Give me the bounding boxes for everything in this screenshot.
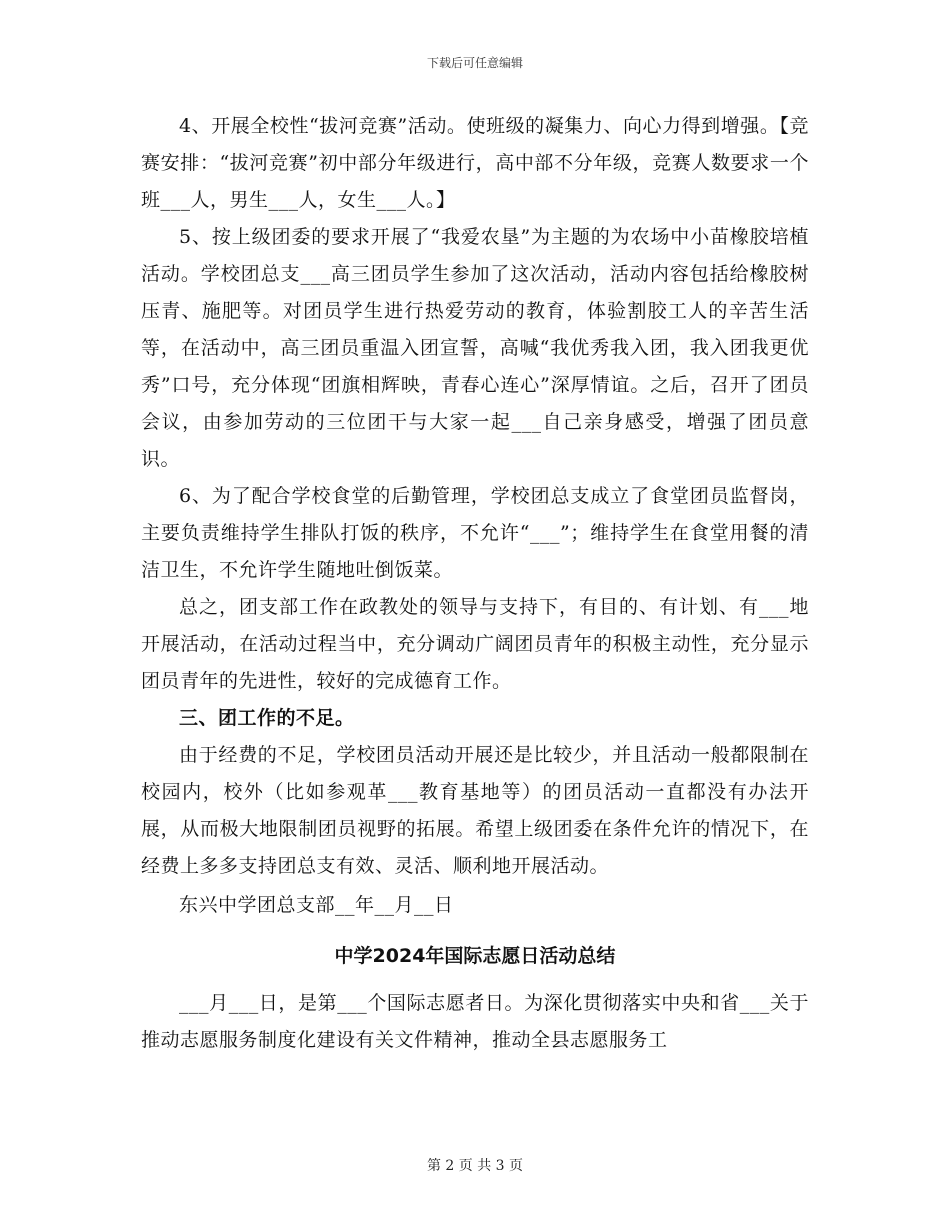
paragraph-summary: 总之，团支部工作在政教处的领导与支持下，有目的、有计划、有___地开展活动，在活动过程当中，充分调动广阔团员青年的积极主动性，充分显示团员青年的先进性，较好的完成德育工作。: [141, 596, 809, 692]
section-heading-shortcomings: 三、团工作的不足。: [179, 707, 355, 729]
paragraph-item-6: 6、为了配合学校食堂的后勤管理，学校团总支成立了食堂团员监督岗，主要负责维持学生排队打饭的秩序，不允许“___”；维持学生在食堂用餐的清洁卫生，不允许学生随地吐倒饭菜。: [141, 485, 809, 581]
paragraph-shortcomings: 由于经费的不足，学校团员活动开展还是比较少，并且活动一般都限制在校园内，校外（比如参观革___教育基地等）的团员活动一直都没有办法开展，从而极大地限制团员视野的拓展。希望上级团委在条件允许的情况下，在经费上多多支持团总支有效、灵活、顺利地开展活动。: [141, 744, 809, 877]
paragraph-item-5: 5、按上级团委的要求开展了“我爱农垦”为主题的为农场中小苗橡胶培植活动。学校团总支___高三团员学生参加了这次活动，活动内容包括给橡胶树压青、施肥等。对团员学生进行热爱劳动的教育，体验割胶工人的辛苦生活等，在活动中，高三团员重温入团宣誓，高喊“我优秀我入团，我入团我更优秀”口号，充分体现“团旗相辉映，青春心连心”深厚情谊。之后，召开了团员会议，由参加劳动的三位团干与大家一起___自己亲身感受，增强了团员意识。: [141, 226, 809, 470]
paragraph-item-4: 4、开展全校性“拔河竞赛”活动。使班级的凝集力、向心力得到增强。【竞赛安排：“拔河竞赛”初中部分年级进行，高中部不分年级，竞赛人数要求一个班___人，男生___人，女生___人。】: [141, 115, 809, 211]
page-header-note: 下载后可任意编辑: [426, 56, 523, 70]
paragraph-volunteer-intro: ___月___日，是第___个国际志愿者日。为深化贯彻落实中央和省___关于推动志愿服务制度化建设有关文件精神，推动全县志愿服务工: [141, 992, 809, 1051]
signature-line: 东兴中学团总支部__年__月__日: [179, 894, 454, 916]
document-body: [141, 108, 809, 1059]
page-number-footer: 第 2 页 共 3 页: [426, 1158, 524, 1174]
document-title: 中学2024年国际志愿日活动总结: [334, 945, 616, 967]
